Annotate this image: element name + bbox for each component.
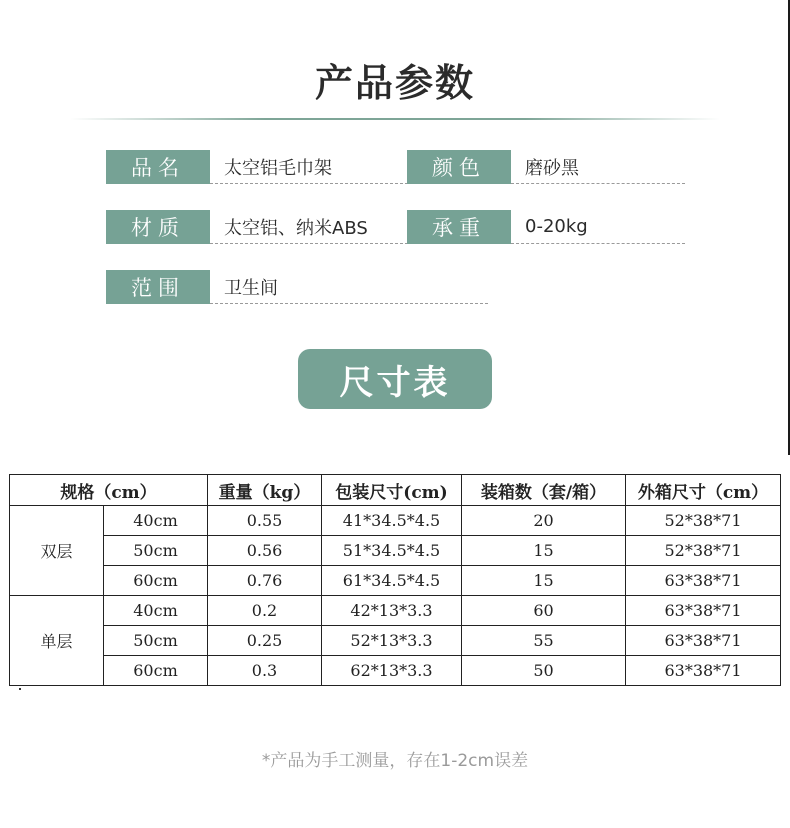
spec-color-label: 颜色 — [407, 150, 511, 184]
table-row — [10, 506, 781, 536]
cell-carton-size: 63*38*71 — [626, 566, 781, 596]
cell-box-quantity: 20 — [462, 506, 626, 536]
header-box-quantity: 装箱数（套/箱） — [462, 475, 626, 506]
group-label-single: 单层 — [10, 596, 104, 686]
cell-weight: 0.56 — [208, 536, 322, 566]
cell-weight: 0.76 — [208, 566, 322, 596]
measurement-note: *产品为手工测量，存在1-2cm误差 — [261, 751, 529, 771]
cell-size: 40cm — [104, 596, 208, 626]
cell-weight: 0.3 — [208, 656, 322, 686]
cell-size: 50cm — [104, 536, 208, 566]
cell-box-quantity: 15 — [462, 566, 626, 596]
cell-box-quantity: 50 — [462, 656, 626, 686]
header-carton-size: 外箱尺寸（cm） — [626, 475, 781, 506]
table-row — [10, 596, 781, 626]
table-row — [10, 656, 781, 686]
cell-box-quantity: 15 — [462, 536, 626, 566]
header-spec: 规格（cm） — [10, 475, 208, 506]
stray-dot — [19, 688, 21, 690]
header-package-size: 包装尺寸(cm) — [322, 475, 462, 506]
spec-scope-value: 卫生间 — [210, 270, 488, 304]
table-row — [10, 626, 781, 656]
cell-package-size: 62*13*3.3 — [322, 656, 462, 686]
cell-carton-size: 52*38*71 — [626, 506, 781, 536]
cell-carton-size: 63*38*71 — [626, 626, 781, 656]
cell-box-quantity: 60 — [462, 596, 626, 626]
cell-carton-size: 63*38*71 — [626, 656, 781, 686]
size-table — [9, 474, 781, 686]
cell-weight: 0.2 — [208, 596, 322, 626]
cell-package-size: 42*13*3.3 — [322, 596, 462, 626]
table-row — [10, 536, 781, 566]
spec-scope-label: 范围 — [106, 270, 210, 304]
cell-weight: 0.55 — [208, 506, 322, 536]
cell-box-quantity: 55 — [462, 626, 626, 656]
cell-package-size: 52*13*3.3 — [322, 626, 462, 656]
cell-size: 60cm — [104, 656, 208, 686]
cell-package-size: 41*34.5*4.5 — [322, 506, 462, 536]
spec-load-label: 承重 — [407, 210, 511, 244]
header-weight: 重量（kg） — [208, 475, 322, 506]
cell-size: 50cm — [104, 626, 208, 656]
spec-material-label: 材质 — [106, 210, 210, 244]
spec-name-label: 品名 — [106, 150, 210, 184]
cell-weight: 0.25 — [208, 626, 322, 656]
title-divider — [70, 118, 720, 120]
spec-color-value: 磨砂黑 — [511, 150, 685, 184]
page-title: 产品参数 — [314, 61, 475, 105]
cell-size: 40cm — [104, 506, 208, 536]
cell-size: 60cm — [104, 566, 208, 596]
spec-name-value: 太空铝毛巾架 — [210, 150, 488, 184]
table-row — [10, 566, 781, 596]
cell-package-size: 51*34.5*4.5 — [322, 536, 462, 566]
size-chart-heading: 尺寸表 — [298, 349, 492, 409]
cell-package-size: 61*34.5*4.5 — [322, 566, 462, 596]
cell-carton-size: 63*38*71 — [626, 596, 781, 626]
spec-material-value: 太空铝、纳米ABS — [210, 210, 488, 244]
table-header-row — [10, 475, 781, 506]
spec-load-value: 0-20kg — [511, 210, 685, 244]
cell-carton-size: 52*38*71 — [626, 536, 781, 566]
group-label-double: 双层 — [10, 506, 104, 596]
